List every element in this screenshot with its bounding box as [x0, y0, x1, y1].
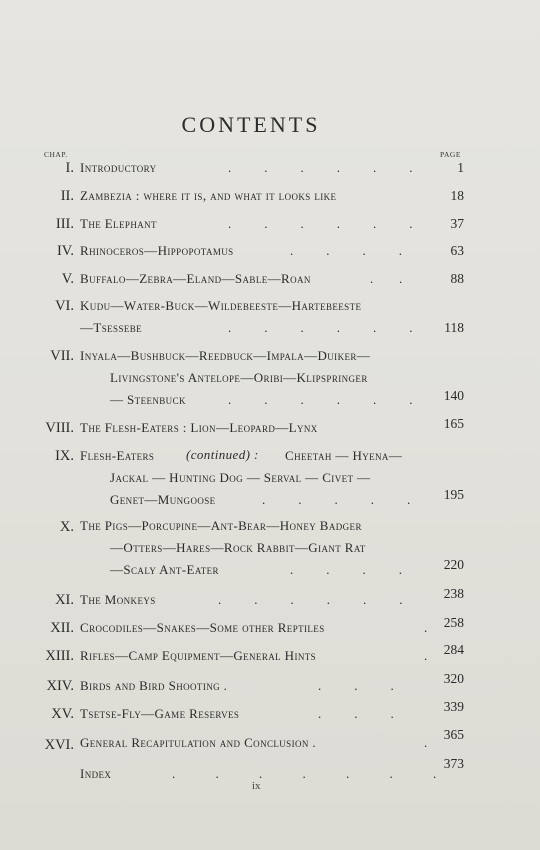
entry-title: Zambezia : where it is, and what it looks like [80, 188, 337, 203]
leader-dots: . . . [318, 678, 398, 693]
leader-dots: . . [370, 271, 407, 286]
entry-title-cont: —Otters—Hares—Rock Rabbit—Giant Rat [110, 540, 366, 555]
entry-num: VI. [55, 298, 74, 314]
entry-num: III. [55, 216, 74, 232]
entry-page: 238 [443, 586, 464, 601]
entry-title-cont: Genet—Mungoose [110, 492, 216, 507]
entry-title: General Recapitulation and Conclusion . [80, 735, 317, 750]
entry-page: 365 [443, 727, 464, 742]
entry-num: V. [61, 271, 74, 287]
entry-title-cont: — Steenbuck [110, 392, 186, 407]
leader-dots: . . . . . . . [172, 766, 441, 781]
entry-title: Birds and Bird Shooting . [80, 678, 228, 693]
leader-dots: . [424, 735, 432, 750]
entry-title-cont: Livingstone's Antelope—Oribi—Klipspringer [110, 370, 368, 385]
entry-page: 1 [457, 160, 464, 175]
entry-page: 140 [443, 388, 464, 403]
entry-title: Inyala—Bushbuck—Reedbuck—Impala—Duiker— [80, 348, 371, 363]
entry-title: Introductory [80, 160, 157, 175]
leader-dots: . [424, 648, 432, 663]
leader-dots: . . . . . . [228, 216, 417, 231]
entry-page: 373 [443, 756, 464, 771]
entry-num: XI. [55, 592, 74, 608]
entry-num: II. [60, 188, 74, 204]
entry-page: 284 [443, 642, 464, 657]
entry-page: 63 [450, 243, 464, 258]
entry-title-cont: Cheetah — Hyena— [285, 448, 403, 463]
leader-dots: . . . . . . [228, 392, 417, 407]
entry-title: The Elephant [80, 216, 157, 231]
entry-title: Buffalo—Zebra—Eland—Sable—Roan [80, 271, 311, 286]
entry-num: XIV. [46, 678, 74, 694]
entry-title: Rifles—Camp Equipment—General Hints [80, 648, 317, 663]
entry-title-italic [186, 447, 259, 463]
entry-num: XVI. [44, 737, 74, 753]
entry-page: 118 [444, 320, 464, 335]
leader-dots: . . . [318, 706, 398, 721]
entry-page: 88 [450, 271, 464, 286]
entry-title: The Pigs—Porcupine—Ant-Bear—Honey Badger [80, 518, 362, 533]
entry-num: XII. [50, 620, 74, 636]
entry-title: Rhinoceros—Hippopotamus [80, 243, 234, 258]
folio: ix [252, 780, 261, 792]
entry-title: Kudu—Water-Buck—Wildebeeste—Hartebeeste [80, 298, 362, 313]
entry-num: IX. [55, 448, 74, 464]
entry-page: 165 [443, 416, 464, 431]
entry-page: 258 [443, 615, 464, 630]
entry-num: IV. [56, 243, 74, 259]
leader-dots: . . . . . . [228, 160, 417, 175]
leader-dots: . . . . [290, 243, 406, 258]
continued-label: (continued) : [186, 447, 259, 462]
entry-title: Crocodiles—Snakes—Some other Reptiles [80, 620, 325, 635]
entry-title-cont: —Tsessebe [80, 320, 143, 335]
entry-title-cont: Jackal — Hunting Dog — Serval — Civet — [110, 470, 371, 485]
leader-dots: . . . . . . [228, 320, 417, 335]
entry-num: VII. [50, 348, 74, 364]
entry-page: 220 [443, 557, 464, 572]
chap-header: CHAP. [44, 150, 68, 159]
leader-dots: . . . . . . [218, 592, 407, 607]
entry-num: XV. [51, 706, 74, 722]
entry-title: Tsetse-Fly—Game Reserves [80, 706, 240, 721]
entry-num: X. [59, 519, 74, 535]
entry-page: 339 [443, 699, 464, 714]
entry-title: The Monkeys [80, 592, 156, 607]
entry-title-cont: —Scaly Ant-Eater [110, 562, 219, 577]
entry-title: Flesh-Eaters [80, 448, 155, 463]
entry-page: 195 [443, 487, 464, 502]
entry-num: VIII. [45, 420, 74, 436]
entry-page: 37 [450, 216, 464, 231]
leader-dots: . . . . [290, 562, 406, 577]
entry-num: I. [65, 160, 74, 176]
entry-page: 320 [443, 671, 464, 686]
entry-title: The Flesh-Eaters : Lion—Leopard—Lynx [80, 420, 318, 435]
entry-page: 18 [450, 188, 464, 203]
page-header: PAGE [440, 150, 461, 159]
entry-num: XIII. [45, 648, 74, 664]
leader-dots: . . . . . [262, 492, 415, 507]
page-title: CONTENTS [181, 112, 321, 137]
leader-dots: . [424, 620, 432, 635]
entry-title: Index [80, 766, 112, 781]
